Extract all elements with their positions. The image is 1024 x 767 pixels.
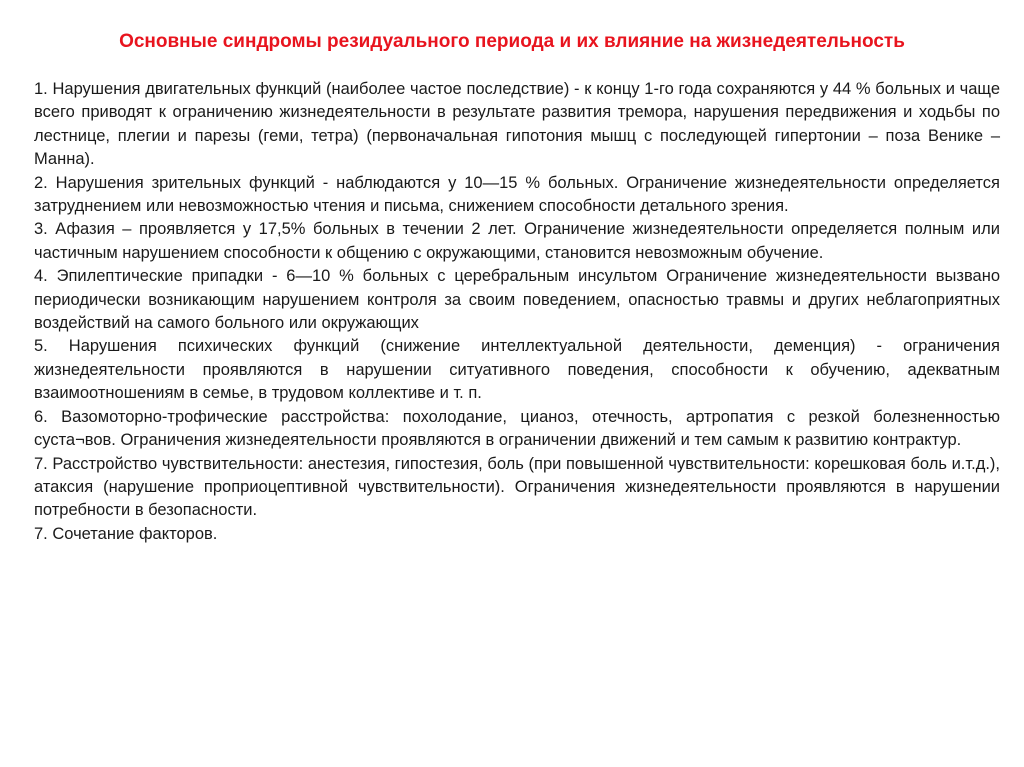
syndrome-list [34,78,1000,546]
syndrome-item-combination: 7. Сочетание факторов. [34,524,218,543]
syndrome-item-epilepsy: 4. Эпилептические припадки - 6—10 % больных с церебральным инсультом Ограничение жизнедеятельности вызвано периодически возникающим нарушением контроля за своим поведением, опасностью травмы и других неблагоприятных воздействий на самого больного или окружающих [34,267,1000,333]
syndrome-item-visual: 2. Нарушения зрительных функций - наблюдаются у 10—15 % больных. Ограничение жизнедеятельности определяется затруднением или невозможностью чтения и письма, снижением способности детального зрения. [34,173,1000,216]
syndrome-item-mental: 5. Нарушения психических функций (снижение интеллектуальной деятельности, деменция) - ограничения жизнедеятельности проявляются в нарушении ситуативного поведения, способности к обучению, адекватным взаимоотношениям в семье, в трудовом коллективе и т. п. [34,337,1000,403]
syndrome-item-vasomotor: 6. Вазомоторно-трофические расстройства: похолодание, цианоз, отечность, артропатия с резкой болезненностью суста¬вов. Ограничения жизнедеятельности проявляются в ограничении движений и тем самым к развитию контрактур. [34,407,1000,450]
syndrome-item-sensitivity: 7. Расстройство чувствительности: анестезия, гипостезия, боль (при повышенной чувствительности: корешковая боль и.т.д.), атаксия (нарушение проприоцептивной чувствительности). Ограничения жизнедеятельности проявляются в нарушении потребности в безопасности. [34,454,1000,520]
syndrome-item-aphasia: 3. Афазия – проявляется у 17,5% больных в течении 2 лет. Ограничение жизнедеятельности определяется полным или частичным нарушением способности к общению с окружающими, становится невозможным обучение. [34,220,1000,262]
syndrome-item-motor: 1. Нарушения двигательных функций (наиболее частое последствие) - к концу 1-го года сохраняются у 44 % больных и чаще всего приводят к ограничению жизнедеятельности в результате развития тремора, нарушения передвижения и ходьбы по лестнице, плегии и парезы (геми, тетра) (первоначальная гипотония мышц с последующей гипертонии – поза Венике – Манна). [34,80,1000,169]
slide-title: Основные синдромы резидуального периода и их влияние на жизнедеятельность [119,31,905,52]
